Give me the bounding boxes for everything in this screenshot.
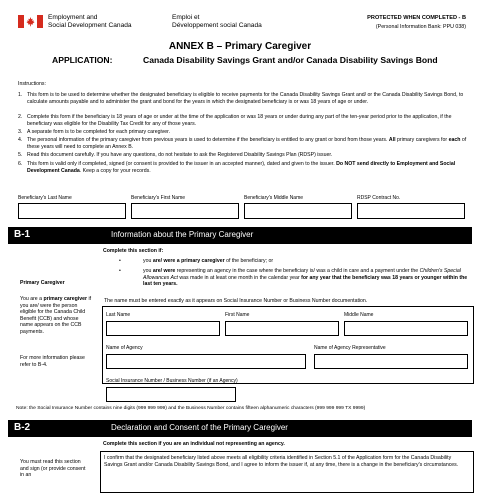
application-text: Canada Disability Savings Grant and/or Canada Disability Savings Bond	[143, 55, 438, 65]
b2-complete-if: Complete this section if you are an individual not representing an agency.	[103, 441, 285, 447]
section-b1-title: Information about the Primary Caregiver	[111, 230, 254, 239]
instruction-text-part: This form is valid only if completed, signed (or consent is provided to the issuer in an accepted manner), dated and given to the issuer.	[27, 161, 335, 167]
dept-fr-line2: Développement social Canada	[172, 21, 262, 29]
beneficiary-middle-name-label: Beneficiary's Middle Name	[244, 195, 304, 201]
instruction-number: 6.	[18, 161, 23, 167]
instruction-number: 5.	[18, 152, 23, 158]
bullet-bold: for any year that the beneficiary was 18 years or younger within the last ten years.	[143, 274, 468, 287]
instruction-text	[27, 161, 468, 174]
instruction-text: Complete this form if the beneficiary is 18 years of age or under at the time of the application or was 18 years or under during any part of the ten-year period prior to the application, if the beneficiary was eligible for the Disability Tax Credit for any of those years.	[27, 114, 452, 127]
instruction-item	[18, 114, 468, 127]
sin-bn-note: Note: the Social Insurance Number contains nine digits (999 999 999) and the Business Number contains fifteen alphanumeric characters (999 999 999 TX 9999)	[16, 406, 366, 411]
sin-bn-label: Social Insurance Number / Business Number (if an Agency)	[106, 378, 238, 384]
b1-bullet-1	[143, 258, 473, 265]
instruction-number: 3.	[18, 129, 23, 135]
instruction-text: Read this document carefully. If you have any questions, do not hesitate to ask the Registered Disability Savings Plan (RDSP) issuer.	[27, 152, 333, 158]
instruction-bold-warning: Do NOT send directly to Employment and Social Development Canada	[27, 161, 456, 174]
sin-bn-field[interactable]	[106, 387, 236, 402]
rdsp-contract-label: RDSP Contract No.	[357, 195, 401, 201]
beneficiary-last-name-label: Beneficiary's Last Name	[18, 195, 72, 201]
caregiver-first-name-label: First Name	[225, 312, 250, 318]
caregiver-middle-name-field[interactable]	[344, 321, 468, 336]
instruction-text	[27, 137, 468, 150]
primary-caregiver-more-info: For more information please refer to B-4.	[20, 355, 85, 368]
instruction-text-part: of these years will need to complete an Annex B.	[27, 137, 467, 150]
rdsp-contract-field[interactable]	[357, 203, 465, 219]
bullet-icon: •	[119, 268, 121, 274]
bullet-bold: are/ were a primary caregiver	[152, 258, 225, 264]
beneficiary-middle-name-field[interactable]	[244, 203, 352, 219]
instructions-heading: Instructions:	[18, 81, 46, 87]
b1-name-note: The name must be entered exactly as it appears on Social Insurance Number or Business Number documentation.	[104, 298, 368, 304]
section-b2-header	[8, 420, 472, 437]
b1-bullet-2	[143, 268, 473, 288]
caregiver-last-name-label: Last Name	[106, 312, 131, 318]
b1-complete-if: Complete this section if:	[103, 248, 164, 254]
caregiver-last-name-field[interactable]	[106, 321, 220, 336]
instruction-item	[18, 92, 468, 105]
instruction-item	[18, 137, 468, 150]
protected-label: PROTECTED WHEN COMPLETED - B	[367, 15, 466, 21]
agency-rep-field[interactable]	[314, 354, 468, 369]
bullet-bold: are/ were	[152, 268, 176, 274]
agency-rep-label: Name of Agency Representative	[314, 345, 386, 351]
instruction-item	[18, 152, 468, 159]
primary-caregiver-definition	[20, 296, 92, 335]
beneficiary-first-name-label: Beneficiary's First Name	[131, 195, 186, 201]
instruction-text-part: . Keep a copy for your records.	[79, 167, 151, 174]
side-text: You are a	[20, 296, 44, 302]
instruction-item	[18, 129, 468, 136]
agency-name-label: Name of Agency	[106, 345, 143, 351]
bullet-text: representing an agency in the case where the beneficiary is/ was a child in care and a payment under the	[175, 268, 420, 274]
primary-caregiver-side-heading: Primary Caregiver	[20, 280, 65, 286]
dept-fr-line1: Emploi et	[172, 14, 200, 21]
instruction-text: A separate form is to be completed for each primary caregiver.	[27, 129, 171, 135]
instruction-text-part: The personal information of the primary caregiver from previous years is used to determine if the beneficiary is entitled to any grant or bond from those years.	[27, 137, 388, 143]
instruction-text: This form is to be used to determine whether the designated beneficiary is eligible to receive payments for the Canada Disability Savings Grant and/ or the Canada Disability Savings Bond, to calculate amounts payable and to administer the grant and bond for the years in which the designated beneficiary is or was 18 years of age or under.	[27, 92, 464, 105]
department-name-fr	[172, 14, 262, 30]
section-b1-header	[8, 227, 472, 244]
section-b1-code: B-1	[14, 229, 31, 240]
dept-en-line2: Social Development Canada	[48, 21, 132, 29]
canada-flag-icon	[18, 15, 43, 28]
instruction-number: 4.	[18, 137, 23, 143]
dept-en-line1: Employment and	[48, 14, 98, 21]
instruction-item	[18, 161, 468, 174]
caregiver-middle-name-label: Middle Name	[344, 312, 374, 318]
application-label: APPLICATION:	[52, 55, 113, 65]
instruction-bold-each: each	[448, 137, 461, 143]
pib-label: (Personal Information Bank: PPU 038)	[375, 24, 466, 30]
beneficiary-last-name-field[interactable]	[18, 203, 126, 219]
b1-fields-panel	[102, 306, 474, 384]
department-name-en	[48, 14, 132, 30]
instruction-number: 2.	[18, 114, 23, 120]
instruction-text-part: primary caregivers for	[395, 137, 449, 143]
caregiver-first-name-field[interactable]	[225, 321, 339, 336]
section-b2-title: Declaration and Consent of the Primary Caregiver	[111, 423, 288, 432]
instruction-number: 1.	[18, 92, 23, 98]
instruction-bold-all: All	[388, 137, 396, 143]
b2-confirm-text: I confirm that the designated beneficiary listed above meets all eligibility criteria identified in Section 5.1 of the Application form for the Canada Disability Savings Grant and/or Canada Disability Savings Bond, and I agree to inform the issuer if, at any time, there is a change in the beneficiary's circumstances.	[104, 455, 459, 468]
bullet-icon: •	[119, 258, 121, 264]
side-bold: primary caregiver	[43, 296, 88, 302]
annex-title: ANNEX B – Primary Caregiver	[168, 41, 312, 52]
bullet-text: you	[143, 268, 153, 274]
agency-name-field[interactable]	[106, 354, 306, 369]
bullet-italic: Children's Special Allowances Act	[143, 268, 461, 281]
section-b2-code: B-2	[14, 422, 31, 433]
bullet-text: of the beneficiary; or	[224, 258, 274, 264]
bullet-text: you	[143, 258, 153, 264]
side-text: if you are/ were the person eligible for the Canada Child Benefit (CCB) and whose name appears on the CCB payments.	[20, 296, 92, 335]
beneficiary-first-name-field[interactable]	[131, 203, 239, 219]
b2-side-text: You must read this section and sign (or provide consent in an	[20, 459, 86, 478]
bullet-text: was made in at least one month in the calendar year	[177, 274, 302, 281]
